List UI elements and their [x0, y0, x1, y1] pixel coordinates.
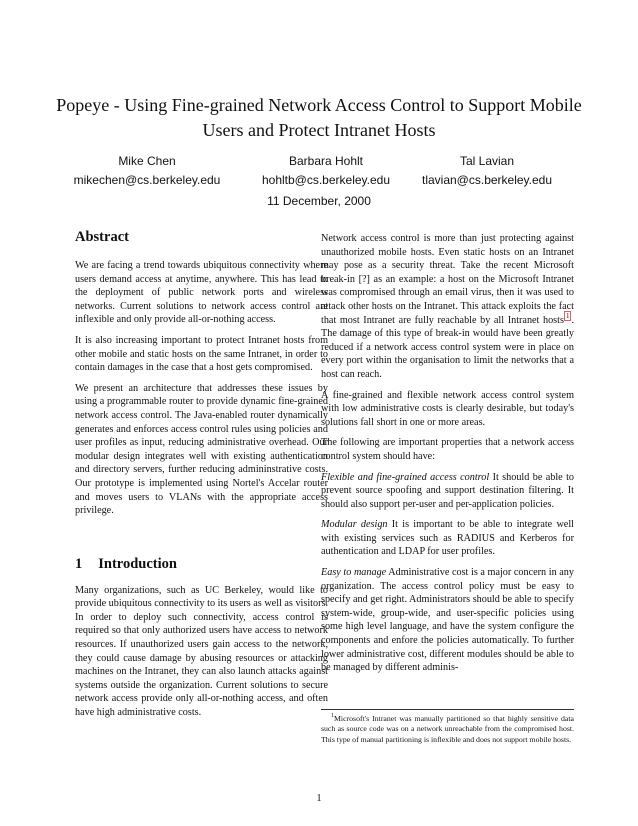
- footnote-link[interactable]: 1: [565, 312, 570, 321]
- property-text: It should be able to prevent source spoofing and support destination filtering. It should also support per-user and per-application policies.: [321, 471, 574, 510]
- property-text: Administrative cost is a major concern in any organization. The access control policy must be easy to specify and get right. Administrators should be able to specify system-wide, group-wide, and user-specific policies using some high level language, and have the system configure the components and enfore the policies automatically. To further lower administrative cost, different modules should be able to be managed by different adminis-: [321, 567, 574, 674]
- text-run: Network access control is more than just protecting against unauthorized mobile hosts. Even static hosts on an Intranet may pose as a security threat. Take the recent Microsoft break-in: [321, 233, 574, 285]
- citation-link[interactable]: [?]: [358, 273, 370, 285]
- text-run: . The damage of this type of break-in would have been greatly reduced if a network access control system were in place on every port within the organisation to limit the networks that a host can reach.: [321, 314, 574, 380]
- right-paragraph-2: A fine-grained and flexible network access control system with low administrative costs is clearly desirable, but today's solutions fall short in one or more areas.: [321, 389, 574, 428]
- intro-paragraph-1: Many organizations, such as UC Berkeley, would like to provide ubiquitous connectivity to its users as well as visitors. In order to deploy such connectivity, access control is required so that only authorized users have access to network resources. If unauthorized users gain access to the network, they could cause damage by abusing resources or attacking machines on the Intranet, they can also launch attacks against systems outside the organization. Current solutions to secure network access provide only all-or-nothing access, and often have high administrative costs.: [75, 584, 328, 719]
- paper-title: Popeye - Using Fine-grained Network Access Control to Support Mobile Users and Protect Intranet Hosts: [56, 95, 582, 140]
- footnote-text: Microsoft's Intranet was manually partitioned so that highly sensitive data such as source code was on a network unreachable from the compromised host. This type of manual partitioning is inflexible and does not support mobile hosts.: [321, 714, 574, 744]
- author-1: [62, 152, 232, 190]
- abstract-paragraph-2: It is also increasing important to protect Intranet hosts from other mobile and static hosts on the same Intranet, in order to contain damages in the case that a host gets compromised.: [75, 334, 328, 374]
- author-3: [400, 152, 574, 190]
- property-term: Modular design: [321, 519, 388, 531]
- author-list: [0, 152, 638, 192]
- right-paragraph-1: [321, 232, 574, 382]
- abstract-heading: Abstract: [75, 229, 129, 245]
- section-title: Introduction: [98, 555, 177, 572]
- property-modular: [321, 518, 574, 559]
- left-column: [75, 229, 328, 727]
- author-name: Tal Lavian: [459, 154, 515, 168]
- right-column: [321, 232, 574, 682]
- section-heading-introduction: [75, 556, 328, 572]
- paper-date: 11 December, 2000: [267, 194, 371, 208]
- author-email: tlavian@cs.berkeley.edu: [421, 173, 553, 187]
- property-term: Easy to manage: [321, 567, 387, 579]
- text-run: as an example: a host on the Microsoft Intranet was compromised through an email virus, then it was used to attack other hosts on the Intranet. This attack exploits the fact that most Intranet are fully reachable by all Intranet hosts: [321, 273, 575, 326]
- author-email: mikechen@cs.berkeley.edu: [73, 173, 221, 187]
- abstract-paragraph-1: We are facing a trend towards ubiquitous connectivity where users demand access at anytime, anywhere. This has lead to the deployment of public network ports and wireless networks. Current solutions to network access control are inflexible and only provide all-or-nothing access.: [75, 260, 328, 326]
- property-easy-manage: [321, 566, 574, 675]
- author-email: hohltb@cs.berkeley.edu: [261, 173, 391, 187]
- footnote-number: 1: [331, 713, 334, 720]
- right-paragraph-3: The following are important properties that a network access control system should have:: [321, 437, 574, 462]
- footnote: [321, 709, 574, 745]
- author-name: Barbara Hohlt: [288, 154, 364, 168]
- property-flexible: [321, 471, 574, 512]
- property-term: Flexible and fine-grained access control: [321, 471, 490, 483]
- section-number: 1: [75, 555, 83, 572]
- page-number: 1: [316, 793, 322, 804]
- author-2: [256, 152, 396, 190]
- author-name: Mike Chen: [118, 154, 176, 168]
- abstract-paragraph-3: We present an architecture that addresses these issues by using a programmable router to provide dynamic fine-grained network access control. The Java-enabled router dynamically generates and enforces access control rules using policies and user profiles as input, reducing administrative overhead. Our modular design integrates well with existing authentication and directory servers, further reducing admininstrative costs. Our prototype is implemented using Nortel's Accelar router and moves users to VLANs with the appropriate access privilege.: [75, 382, 328, 517]
- property-text: It is important to be able to integrate well with existing services such as RADIUS and Kerberos for authentication and LDAP for user profiles.: [321, 519, 574, 558]
